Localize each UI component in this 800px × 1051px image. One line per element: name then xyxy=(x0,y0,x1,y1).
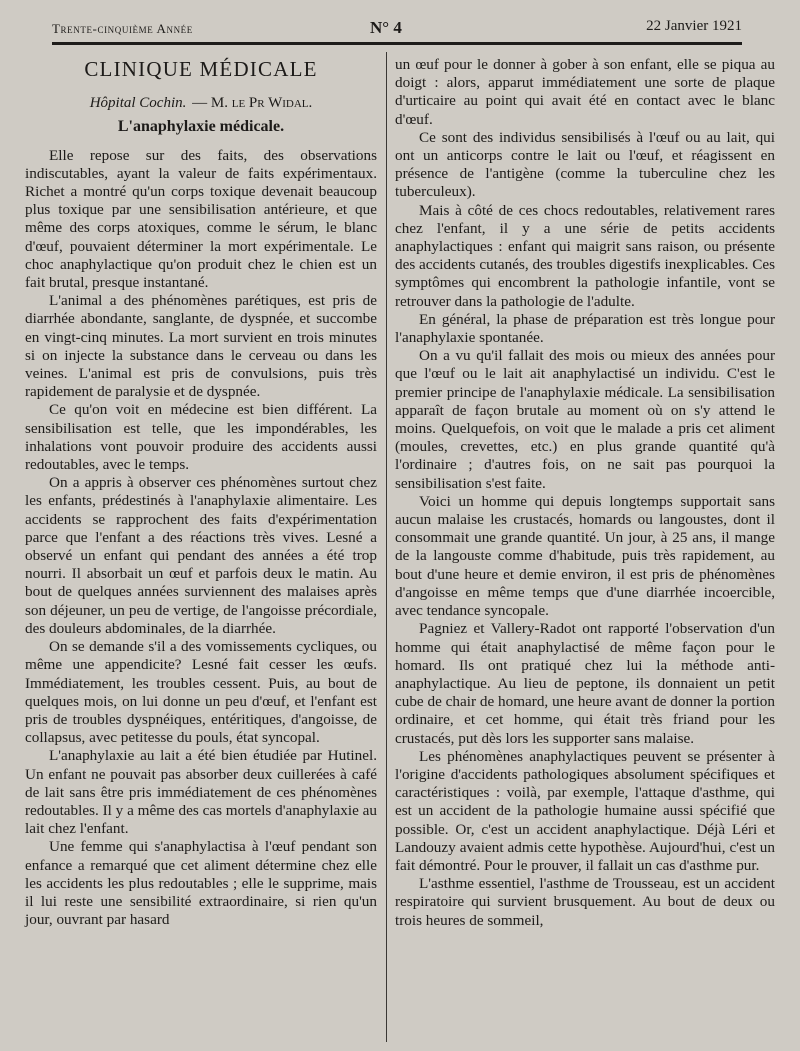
paragraph: Elle repose sur des faits, des observations indiscutables, ayant la valeur de faits expérimentaux. Richet a montré qu'un corps toxique devenait beaucoup plus toxique par une sensibilisation antérieure, et que même des corps atoxiques, comme le sérum, le blanc d'œuf, pouvaient déterminer la mort expérimentale. Le choc anaphylactique qu'on produit chez le chien est un fait brutal, presque instantané. xyxy=(25,146,377,292)
header-year: Trente-cinquième Année xyxy=(52,21,193,36)
author-name: — M. le Pr Widal. xyxy=(192,95,313,112)
article-heading: L'anaphylaxie médicale. xyxy=(117,118,285,136)
paragraph: L'animal a des phénomènes parétiques, est pris de diarrhée abondante, sanglante, de dyspnée, et succombe en vingt-cinq minutes. La mort survient en trois minutes si on injecte la substance dans le cerveau ou dans les veines. L'animal est pris de convulsions, puis très rapidement de paralysie et de dyspnée. xyxy=(25,292,377,401)
hospital-name: Hôpital Cochin. xyxy=(89,95,187,112)
paragraph: L'anaphylaxie au lait a été bien étudiée par Hutinel. Un enfant ne pouvait pas absorber deux cuillerées à café de lait sans être pris immédiatement de ces phénomènes redoutables. Il y a même des cas mortels d'anaphylaxie au lait chez l'enfant. xyxy=(25,747,377,838)
section-title: CLINIQUE MÉDICALE xyxy=(84,57,318,81)
header-date: 22 Janvier 1921 xyxy=(646,18,742,34)
paragraph-continued: un œuf pour le donner à gober à son enfant, elle se piqua au doigt : alors, apparut immédiatement une sorte de plaque d'urticaire au point qui avait été en contact avec le blanc d'œuf. xyxy=(395,56,775,128)
paragraph: On se demande s'il a des vomissements cycliques, ou même une appendicite? Lesné fait cesser les œufs. Immédiatement, les troubles cessent. Puis, au bout de quelques mois, on lui donne un peu d'œuf, et l'enfant est pris de troubles dyspnéiques, entéritiques, d'angoisse, de collapsus, avec petitesse du pouls, état syncopal. xyxy=(25,638,377,747)
paragraph: Les phénomènes anaphylactiques peuvent se présenter à l'origine d'accidents pathologiques absolument spécifiques et caractéristiques : voilà, par exemple, l'attaque d'asthme, qui est un accident de la pathologie humaine aussi spécifié que possible. Or, c'est un accident anaphylactique. Déjà Léri et Landouzy avaient admis cette hypothèse. Aujourd'hui, c'est un fait démontré. Pour le prouver, il fallait un cas d'asthme pur. xyxy=(395,747,775,874)
article-byline xyxy=(25,94,377,112)
paragraph: On a appris à observer ces phénomènes surtout chez les enfants, prédestinés à l'anaphylaxie alimentaire. Les accidents se rapprochent des faits d'expérimentation parce que l'enfant a des réactions très vives. Lesné a observé un enfant qui pendant des années a été trop nourri. Il absorbait un œuf et parfois deux le matin. Au bout de quelques années surviennent des malaises après son déjeuner, un peu de vertige, de l'angoisse précordiale, des douleurs abdominales, de la diarrhée. xyxy=(25,474,377,637)
header-issue-number: N° 4 xyxy=(370,18,402,37)
paragraph: En général, la phase de préparation est très longue pour l'anaphylaxie spontanée. xyxy=(395,310,775,347)
column-divider xyxy=(386,52,387,1042)
paragraph: Voici un homme qui depuis longtemps supportait sans aucun malaise les crustacés, homards ou langoustes, dont il consommait une grande quantité. Un jour, à 25 ans, il mange de la langouste comme d'habitude, puis très rapidement, au bout d'une heure et demie environ, il est pris de phénomènes d'angoisse en même temps que d'une diarrhée incoercible, avec tendance syncopale. xyxy=(395,492,775,620)
paragraph: Une femme qui s'anaphylactisa à l'œuf pendant son enfance a remarqué que cet aliment détermine chez elle les accidents les plus redoutables ; elle le supprime, mais il lui reste une sensibilité extraordinaire, si rien qu'un jour, ouvrant par hasard xyxy=(25,838,377,929)
paragraph: L'asthme essentiel, l'asthme de Trousseau, est un accident respiratoire qui survient brusquement. Au bout de deux ou trois heures de sommeil, xyxy=(395,875,775,929)
paragraph: Mais à côté de ces chocs redoutables, relativement rares chez l'enfant, il y a une série de petits accidents anaphylactiques : enfant qui maigrit sans raison, ou présente des accidents cutanés, des troubles digestifs inexplicables. Ces symptômes qui encombrent la pathologie infantile, vont se retrouver dans la pathologie de l'adulte. xyxy=(395,201,776,310)
paragraph: Pagniez et Vallery-Radot ont rapporté l'observation d'un homme qui était anaphylactisé de même façon pour le homard. Ils ont pratiqué chez lui la méthode anti-anaphylactique. Au lieu de peptone, ils donnaient un petit cube de chair de homard, une heure avant de donner la portion ordinaire, et cet homme, qui était très friand pour les crustacés, put dès lors les supporter sans malaise. xyxy=(395,620,775,747)
paragraph: Ce sont des individus sensibilisés à l'œuf ou au lait, qui ont un anticorps contre le lait ou l'œuf, et réagissent en présence de l'antigène (comme la tuberculine chez les tuberculeux). xyxy=(395,128,775,201)
paragraph: On a vu qu'il fallait des mois ou mieux des années pour que l'œuf ou le lait ait anaphylactisé un individu. C'est le premier principe de l'anaphylaxie médicale. La sensibilisation apparaît de façon brutale au moment où on s'y attend le moins. Quelquefois, on voit que le malade a pris cet aliment (moules, crevettes, etc.) en plus grande quantité qu'à l'ordinaire ; d'autres fois, on ne sait pas pourquoi la sensibilisation s'est faite. xyxy=(395,347,775,492)
right-column xyxy=(395,56,775,930)
paragraph: Ce qu'on voit en médecine est bien différent. La sensibilisation est telle, que les impondérables, les inhalations vont pouvoir produire des accidents aussi redoutables, avec le temps. xyxy=(25,401,377,474)
left-column xyxy=(25,56,377,929)
page-header xyxy=(52,12,742,45)
